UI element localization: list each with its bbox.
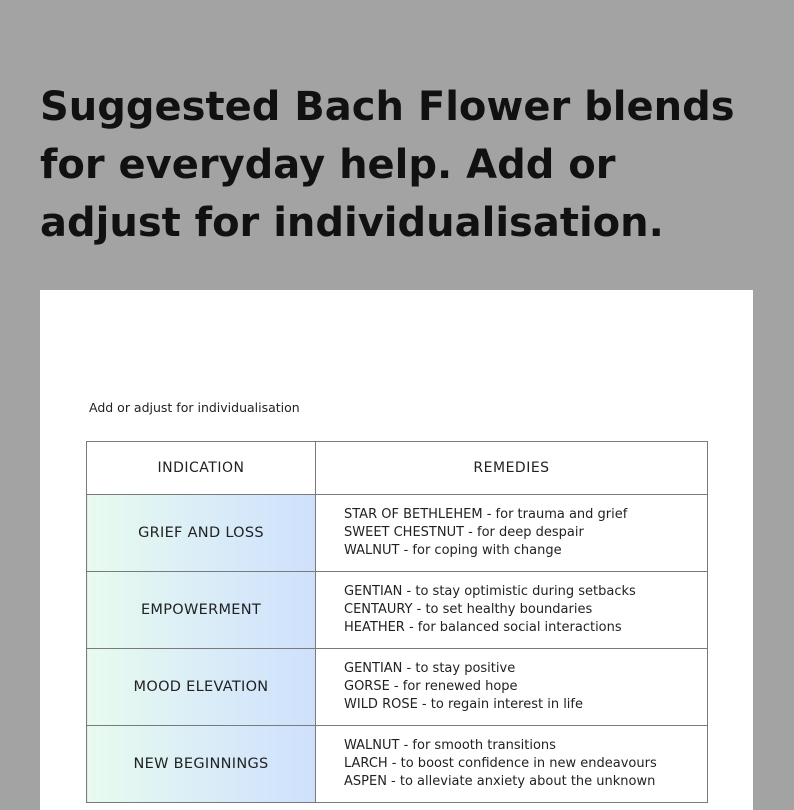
page-headline: Suggested Bach Flower blends for everyday help. Add or adjust for individualisation. xyxy=(40,84,735,246)
table-row xyxy=(87,572,708,649)
indication-header: INDICATION xyxy=(87,442,316,495)
remedy-line: GENTIAN - to stay optimistic during setbacks xyxy=(344,584,636,599)
document-subtitle: Add or adjust for individualisation xyxy=(89,400,300,415)
remedy-line: WILD ROSE - to regain interest in life xyxy=(344,697,583,712)
remedy-line: GENTIAN - to stay positive xyxy=(344,661,516,676)
remedies-header: REMEDIES xyxy=(316,442,708,495)
table-row xyxy=(87,649,708,726)
remedy-line: STAR OF BETHLEHEM - for trauma and grief xyxy=(344,507,628,522)
remedy-line: SWEET CHESTNUT - for deep despair xyxy=(344,525,584,540)
document-page xyxy=(40,290,753,810)
remedy-line: HEATHER - for balanced social interactions xyxy=(344,620,622,635)
remedies-cell xyxy=(316,726,708,803)
remedy-line: WALNUT - for coping with change xyxy=(344,543,562,558)
remedies-cell xyxy=(316,495,708,572)
remedy-line: GORSE - for renewed hope xyxy=(344,679,518,694)
indication-cell: MOOD ELEVATION xyxy=(87,649,316,726)
table-row xyxy=(87,495,708,572)
remedy-line: WALNUT - for smooth transitions xyxy=(344,738,556,753)
remedies-cell xyxy=(316,572,708,649)
table-header-row xyxy=(87,442,708,495)
remedy-line: ASPEN - to alleviate anxiety about the unknown xyxy=(344,774,656,789)
remedies-table xyxy=(86,441,708,803)
indication-cell: GRIEF AND LOSS xyxy=(87,495,316,572)
table-row xyxy=(87,726,708,803)
indication-cell: NEW BEGINNINGS xyxy=(87,726,316,803)
remedy-line: CENTAURY - to set healthy boundaries xyxy=(344,602,593,617)
remedies-cell xyxy=(316,649,708,726)
indication-cell: EMPOWERMENT xyxy=(87,572,316,649)
remedy-line: LARCH - to boost confidence in new endeavours xyxy=(344,756,657,771)
